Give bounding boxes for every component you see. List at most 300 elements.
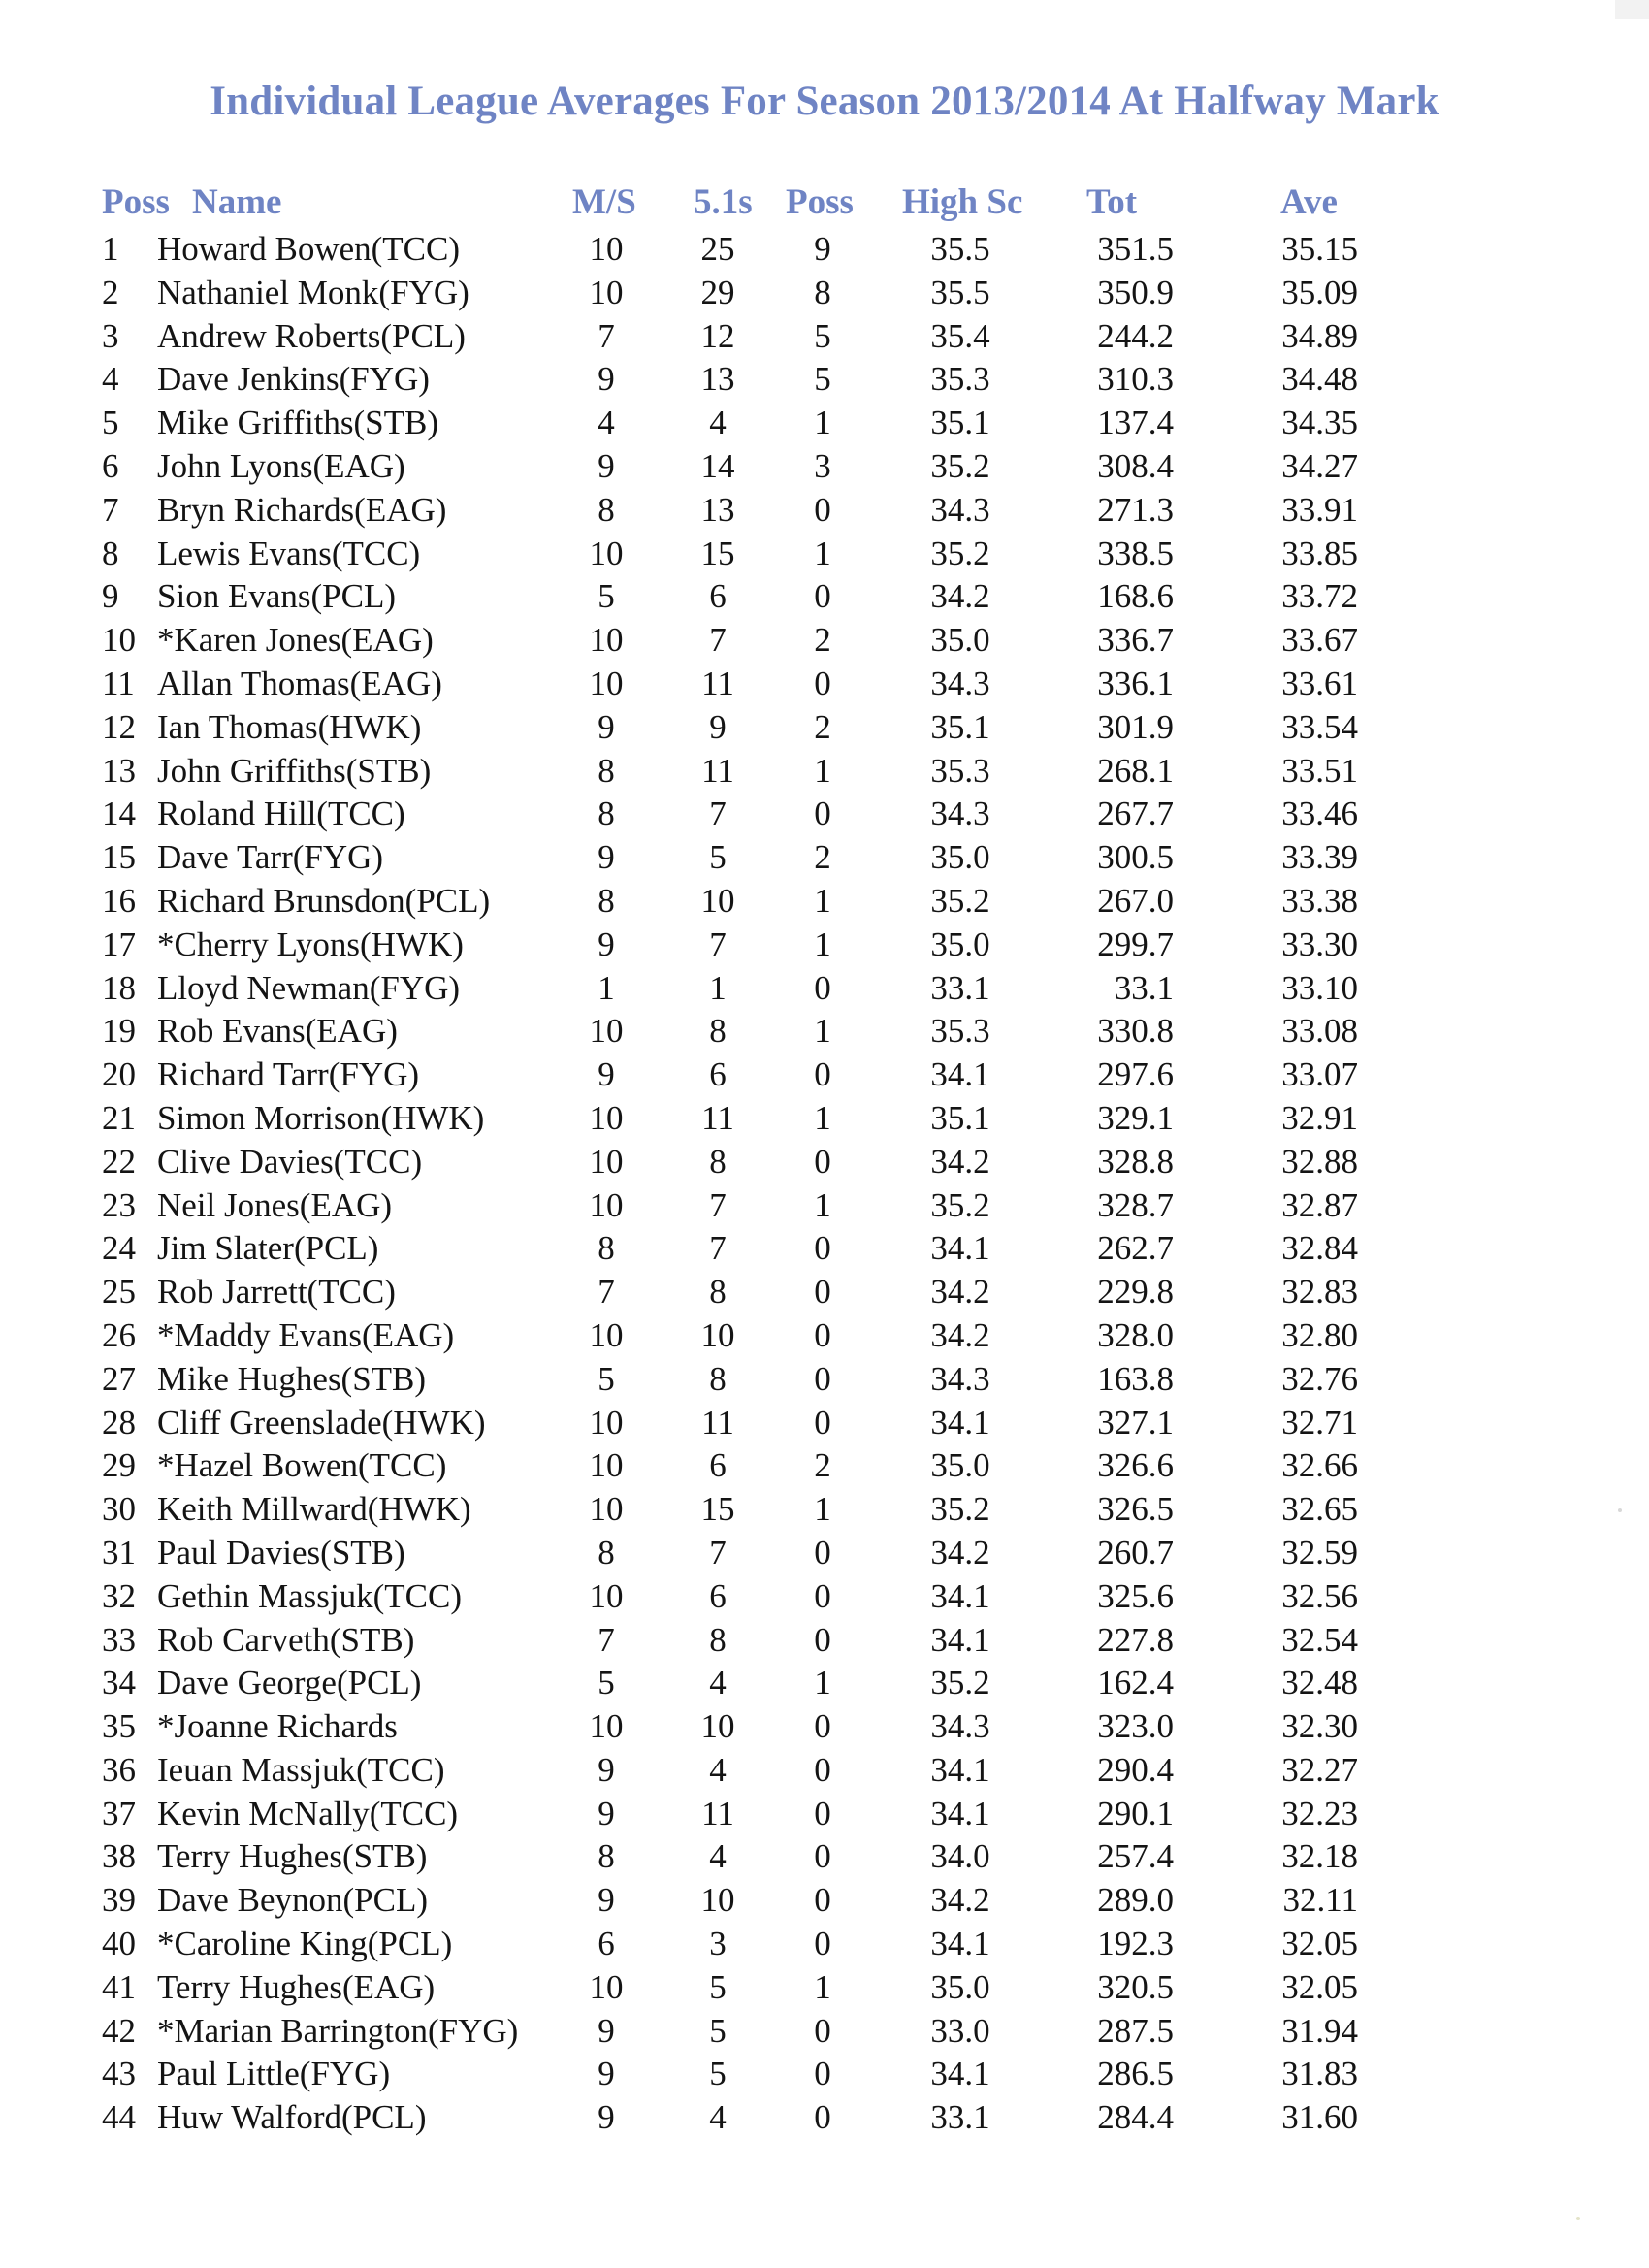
total-score: 328.0 [1097,1315,1174,1354]
high-score: 34.2 [930,1142,990,1181]
table-row [0,1662,1649,1705]
possibles-count: 5 [814,360,831,399]
row-position: 32 [102,1576,136,1615]
row-position: 7 [102,490,119,529]
matches-shot: 8 [598,794,615,833]
possibles-count: 0 [814,577,831,616]
fives-count: 11 [701,1403,734,1442]
row-position: 33 [102,1620,136,1659]
average-score: 34.27 [1281,446,1358,485]
matches-shot: 9 [598,838,615,877]
row-position: 24 [102,1229,136,1268]
player-name: Ieuan Massjuk(TCC) [157,1750,445,1789]
possibles-count: 0 [814,1533,831,1571]
total-score: 257.4 [1097,1837,1174,1876]
table-row [0,1705,1649,1749]
total-score: 229.8 [1097,1273,1174,1312]
total-score: 326.6 [1097,1446,1174,1485]
table-row [0,402,1649,445]
row-position: 44 [102,2098,136,2137]
possibles-count: 1 [814,1664,831,1702]
high-score: 34.2 [930,1881,990,1920]
table-row [0,358,1649,402]
row-position: 30 [102,1490,136,1529]
table-row [0,1314,1649,1358]
table-row [0,228,1649,272]
averages-table-body [0,228,1649,2140]
matches-shot: 9 [598,1055,615,1094]
total-score: 320.5 [1097,1967,1174,2006]
table-row [0,1097,1649,1141]
total-score: 287.5 [1097,2011,1174,2050]
high-score: 35.0 [930,838,990,877]
player-name: Richard Brunsdon(PCL) [157,881,491,920]
row-position: 15 [102,838,136,877]
document-title: Individual League Averages For Season 2013/2014 At Halfway Mark [210,79,1439,124]
scan-artifact [1615,0,1649,19]
possibles-count: 0 [814,490,831,529]
total-score: 325.6 [1097,1576,1174,1615]
player-name: Richard Tarr(FYG) [157,1055,420,1094]
possibles-count: 0 [814,1055,831,1094]
player-name: Roland Hill(TCC) [157,794,405,833]
player-name: Mike Griffiths(STB) [157,404,439,442]
high-score: 35.2 [930,1664,990,1702]
table-row [0,923,1649,967]
average-score: 33.51 [1281,751,1358,790]
possibles-count: 8 [814,273,831,311]
total-score: 244.2 [1097,316,1174,355]
possibles-count: 0 [814,1794,831,1832]
row-position: 16 [102,881,136,920]
player-name: Lewis Evans(TCC) [157,534,421,572]
average-score: 33.61 [1281,664,1358,702]
player-name: Keith Millward(HWK) [157,1490,471,1529]
high-score: 35.3 [930,751,990,790]
average-score: 32.05 [1281,1925,1358,1963]
fives-count: 10 [700,1707,735,1746]
table-row [0,1444,1649,1488]
fives-count: 9 [709,707,727,746]
fives-count: 13 [700,360,735,399]
matches-shot: 9 [598,2011,615,2050]
fives-count: 4 [709,404,727,442]
total-score: 137.4 [1097,404,1174,442]
possibles-count: 0 [814,1229,831,1268]
total-score: 162.4 [1097,1664,1174,1702]
total-score: 260.7 [1097,1533,1174,1571]
row-position: 1 [102,230,119,268]
high-score: 34.1 [930,1925,990,1963]
average-score: 32.66 [1281,1446,1358,1485]
fives-count: 11 [701,751,734,790]
total-score: 227.8 [1097,1620,1174,1659]
row-position: 39 [102,1881,136,1920]
total-score: 33.1 [1114,968,1174,1007]
possibles-count: 0 [814,1273,831,1312]
fives-count: 4 [709,2098,727,2137]
fives-count: 15 [700,534,735,572]
fives-count: 7 [709,794,727,833]
player-name: Kevin McNally(TCC) [157,1794,459,1832]
player-name: Gethin Massjuk(TCC) [157,1576,463,1615]
fives-count: 5 [709,1967,727,2006]
high-score: 34.2 [930,1533,990,1571]
high-score: 35.2 [930,881,990,920]
table-row [0,1793,1649,1836]
possibles-count: 1 [814,404,831,442]
total-score: 328.7 [1097,1185,1174,1224]
table-row [0,1966,1649,2010]
high-score: 35.0 [930,924,990,963]
header-average: Ave [1280,182,1338,222]
fives-count: 6 [709,1446,727,1485]
high-score: 35.0 [930,1967,990,2006]
fives-count: 8 [709,1620,727,1659]
average-score: 31.83 [1281,2055,1358,2093]
average-score: 35.15 [1281,230,1358,268]
high-score: 33.0 [930,2011,990,2050]
average-score: 32.30 [1281,1707,1358,1746]
fives-count: 11 [701,1794,734,1832]
total-score: 350.9 [1097,273,1174,311]
matches-shot: 8 [598,1837,615,1876]
matches-shot: 10 [589,534,624,572]
possibles-count: 2 [814,838,831,877]
table-row [0,1184,1649,1228]
total-score: 267.7 [1097,794,1174,833]
matches-shot: 4 [598,404,615,442]
average-score: 34.35 [1281,404,1358,442]
fives-count: 5 [709,2055,727,2093]
row-position: 17 [102,924,136,963]
high-score: 35.2 [930,446,990,485]
fives-count: 4 [709,1750,727,1789]
total-score: 299.7 [1097,924,1174,963]
header-matches: M/S [572,182,636,222]
table-row [0,445,1649,489]
average-score: 33.72 [1281,577,1358,616]
row-position: 13 [102,751,136,790]
fives-count: 10 [700,881,735,920]
high-score: 34.3 [930,1359,990,1398]
average-score: 32.65 [1281,1490,1358,1529]
matches-shot: 10 [589,1490,624,1529]
matches-shot: 10 [589,1315,624,1354]
header-position: Poss [102,182,170,222]
matches-shot: 10 [589,273,624,311]
possibles-count: 0 [814,1837,831,1876]
high-score: 35.3 [930,360,990,399]
matches-shot: 6 [598,1925,615,1963]
average-score: 32.23 [1281,1794,1358,1832]
row-position: 19 [102,1012,136,1051]
possibles-count: 0 [814,1881,831,1920]
matches-shot: 9 [598,1881,615,1920]
fives-count: 7 [709,1229,727,1268]
possibles-count: 1 [814,1098,831,1137]
fives-count: 4 [709,1664,727,1702]
row-position: 29 [102,1446,136,1485]
total-score: 308.4 [1097,446,1174,485]
high-score: 34.3 [930,664,990,702]
row-position: 14 [102,794,136,833]
total-score: 168.6 [1097,577,1174,616]
high-score: 35.1 [930,1098,990,1137]
row-position: 22 [102,1142,136,1181]
player-name: Terry Hughes(STB) [157,1837,428,1876]
high-score: 35.1 [930,404,990,442]
possibles-count: 0 [814,2055,831,2093]
fives-count: 5 [709,2011,727,2050]
table-row [0,1010,1649,1053]
high-score: 35.4 [930,316,990,355]
row-position: 41 [102,1967,136,2006]
row-position: 36 [102,1750,136,1789]
matches-shot: 10 [589,664,624,702]
average-score: 32.83 [1281,1273,1358,1312]
row-position: 28 [102,1403,136,1442]
possibles-count: 0 [814,664,831,702]
possibles-count: 1 [814,1490,831,1529]
table-row [0,315,1649,359]
row-position: 2 [102,273,119,311]
matches-shot: 9 [598,2055,615,2093]
player-name: *Hazel Bowen(TCC) [157,1446,447,1485]
player-name: Clive Davies(TCC) [157,1142,423,1181]
total-score: 192.3 [1097,1925,1174,1963]
average-score: 32.91 [1281,1098,1358,1137]
average-score: 31.94 [1281,2011,1358,2050]
table-row [0,2053,1649,2096]
total-score: 290.4 [1097,1750,1174,1789]
player-name: Nathaniel Monk(FYG) [157,273,469,311]
total-score: 336.1 [1097,664,1174,702]
high-score: 34.1 [930,1794,990,1832]
average-score: 33.46 [1281,794,1358,833]
fives-count: 8 [709,1359,727,1398]
total-score: 262.7 [1097,1229,1174,1268]
player-name: Paul Little(FYG) [157,2055,391,2093]
matches-shot: 10 [589,1967,624,2006]
average-score: 33.10 [1281,968,1358,1007]
row-position: 35 [102,1707,136,1746]
table-row [0,967,1649,1011]
average-score: 32.88 [1281,1142,1358,1181]
row-position: 20 [102,1055,136,1094]
matches-shot: 8 [598,490,615,529]
table-row [0,1271,1649,1314]
fives-count: 10 [700,1881,735,1920]
average-score: 33.67 [1281,621,1358,660]
row-position: 5 [102,404,119,442]
possibles-count: 2 [814,707,831,746]
average-score: 31.60 [1281,2098,1358,2137]
total-score: 351.5 [1097,230,1174,268]
table-row [0,1488,1649,1532]
header-fives: 5.1s [694,182,753,222]
high-score: 35.2 [930,534,990,572]
player-name: *Maddy Evans(EAG) [157,1315,455,1354]
fives-count: 3 [709,1925,727,1963]
fives-count: 6 [709,1576,727,1615]
table-row [0,272,1649,315]
player-name: Terry Hughes(EAG) [157,1967,436,2006]
matches-shot: 5 [598,1359,615,1398]
possibles-count: 1 [814,751,831,790]
fives-count: 7 [709,1185,727,1224]
player-name: Rob Evans(EAG) [157,1012,398,1051]
high-score: 34.2 [930,577,990,616]
player-name: Huw Walford(PCL) [157,2098,427,2137]
average-score: 32.56 [1281,1576,1358,1615]
row-position: 12 [102,707,136,746]
player-name: Simon Morrison(HWK) [157,1098,485,1137]
player-name: Paul Davies(STB) [157,1533,405,1571]
matches-shot: 7 [598,316,615,355]
total-score: 330.8 [1097,1012,1174,1051]
table-row [0,750,1649,794]
average-score: 32.27 [1281,1750,1358,1789]
high-score: 34.1 [930,1055,990,1094]
total-score: 268.1 [1097,751,1174,790]
average-score: 32.18 [1281,1837,1358,1876]
average-score: 32.84 [1281,1229,1358,1268]
average-score: 32.76 [1281,1359,1358,1398]
player-name: *Karen Jones(EAG) [157,621,434,660]
matches-shot: 5 [598,577,615,616]
average-score: 32.48 [1281,1664,1358,1702]
total-score: 297.6 [1097,1055,1174,1094]
table-row [0,1619,1649,1663]
table-row [0,1358,1649,1402]
matches-shot: 10 [589,1098,624,1137]
row-position: 40 [102,1925,136,1963]
fives-count: 8 [709,1273,727,1312]
matches-shot: 9 [598,360,615,399]
player-name: Dave Beynon(PCL) [157,1881,428,1920]
fives-count: 6 [709,577,727,616]
player-name: Howard Bowen(TCC) [157,230,461,268]
table-row [0,793,1649,836]
row-position: 42 [102,2011,136,2050]
possibles-count: 2 [814,1446,831,1485]
high-score: 35.5 [930,273,990,311]
high-score: 34.1 [930,1403,990,1442]
header-name: Name [192,182,282,222]
player-name: Sion Evans(PCL) [157,577,396,616]
player-name: Rob Jarrett(TCC) [157,1273,396,1312]
table-row [0,1053,1649,1097]
possibles-count: 9 [814,230,831,268]
fives-count: 1 [709,968,727,1007]
row-position: 38 [102,1837,136,1876]
player-name: Allan Thomas(EAG) [157,664,442,702]
player-name: Andrew Roberts(PCL) [157,316,466,355]
row-position: 10 [102,621,136,660]
high-score: 34.0 [930,1837,990,1876]
total-score: 336.7 [1097,621,1174,660]
fives-count: 7 [709,924,727,963]
table-row [0,533,1649,576]
matches-shot: 8 [598,881,615,920]
high-score: 34.3 [930,794,990,833]
possibles-count: 0 [814,1315,831,1354]
average-score: 33.30 [1281,924,1358,963]
table-row [0,619,1649,663]
matches-shot: 9 [598,1794,615,1832]
total-score: 327.1 [1097,1403,1174,1442]
possibles-count: 0 [814,1359,831,1398]
matches-shot: 9 [598,924,615,963]
possibles-count: 1 [814,881,831,920]
header-possibles: Poss [786,182,854,222]
row-position: 31 [102,1533,136,1571]
possibles-count: 1 [814,1185,831,1224]
header-high-score: High Sc [902,182,1023,222]
total-score: 267.0 [1097,881,1174,920]
player-name: Mike Hughes(STB) [157,1359,427,1398]
fives-count: 4 [709,1837,727,1876]
row-position: 43 [102,2055,136,2093]
average-score: 32.59 [1281,1533,1358,1571]
total-score: 289.0 [1097,1881,1174,1920]
row-position: 8 [102,534,119,572]
row-position: 27 [102,1359,136,1398]
average-score: 33.54 [1281,707,1358,746]
table-row [0,1141,1649,1184]
matches-shot: 1 [598,968,615,1007]
high-score: 35.2 [930,1185,990,1224]
possibles-count: 0 [814,1620,831,1659]
table-row [0,706,1649,750]
matches-shot: 9 [598,707,615,746]
matches-shot: 10 [589,1403,624,1442]
row-position: 37 [102,1794,136,1832]
fives-count: 25 [700,230,735,268]
total-score: 326.5 [1097,1490,1174,1529]
fives-count: 6 [709,1055,727,1094]
fives-count: 10 [700,1315,735,1354]
player-name: Dave George(PCL) [157,1664,422,1702]
total-score: 300.5 [1097,838,1174,877]
table-row [0,1879,1649,1923]
possibles-count: 1 [814,534,831,572]
possibles-count: 0 [814,1403,831,1442]
player-name: *Marian Barrington(FYG) [157,2011,519,2050]
high-score: 34.1 [930,1620,990,1659]
player-name: John Griffiths(STB) [157,751,432,790]
total-score: 323.0 [1097,1707,1174,1746]
high-score: 35.0 [930,621,990,660]
matches-shot: 9 [598,1750,615,1789]
table-header [0,181,1649,230]
table-row [0,2096,1649,2140]
player-name: Cliff Greenslade(HWK) [157,1403,486,1442]
row-position: 25 [102,1273,136,1312]
average-score: 33.39 [1281,838,1358,877]
total-score: 163.8 [1097,1359,1174,1398]
high-score: 34.3 [930,1707,990,1746]
possibles-count: 0 [814,1707,831,1746]
table-row [0,1749,1649,1793]
player-name: Dave Tarr(FYG) [157,838,384,877]
table-row [0,1835,1649,1879]
possibles-count: 0 [814,794,831,833]
average-score: 33.07 [1281,1055,1358,1094]
table-row [0,836,1649,880]
possibles-count: 0 [814,1142,831,1181]
